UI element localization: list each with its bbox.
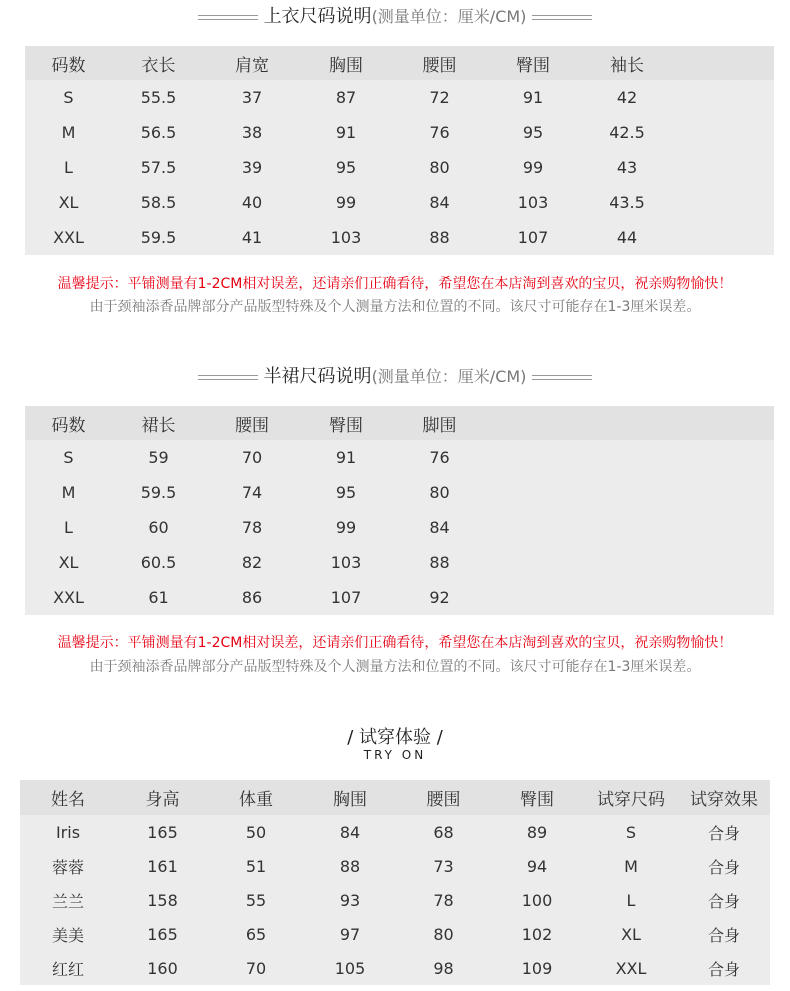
header-cell: 码数 <box>25 406 112 440</box>
cell: 合身 <box>678 883 770 917</box>
cell: 84 <box>393 185 486 220</box>
cell: 92 <box>393 580 486 615</box>
cell: 105 <box>303 951 397 985</box>
table-row <box>20 951 770 985</box>
cell: 160 <box>116 951 209 985</box>
cell: 91 <box>486 80 580 115</box>
cell: 88 <box>393 220 486 255</box>
cell: 80 <box>397 917 490 951</box>
cell: 40 <box>205 185 299 220</box>
title-divider-left <box>198 375 258 380</box>
cell: 59.5 <box>112 475 205 510</box>
cell: XL <box>25 185 112 220</box>
table-row <box>25 440 774 475</box>
cell: 94 <box>490 849 584 883</box>
cell: 55 <box>209 883 303 917</box>
header-cell: 试穿效果 <box>678 780 770 815</box>
cell: M <box>25 115 112 150</box>
header-cell: 脚围 <box>393 406 486 440</box>
cell: 41 <box>205 220 299 255</box>
table-row <box>25 150 774 185</box>
header-cell-empty <box>486 406 774 440</box>
skirt-size-table <box>25 406 774 615</box>
top-unit-text: (测量单位：厘米/CM) <box>371 7 527 26</box>
header-cell: 体重 <box>209 780 303 815</box>
table-row <box>25 475 774 510</box>
cell: 43 <box>580 150 674 185</box>
cell: 65 <box>209 917 303 951</box>
cell-empty <box>486 440 774 475</box>
cell: 78 <box>397 883 490 917</box>
table-header-row <box>20 780 770 815</box>
cell-empty <box>674 80 774 115</box>
cell: 美美 <box>20 917 116 951</box>
table-row <box>25 115 774 150</box>
cell: 80 <box>393 475 486 510</box>
cell: 61 <box>112 580 205 615</box>
cell: 合身 <box>678 917 770 951</box>
header-cell: 码数 <box>25 46 112 80</box>
cell: 107 <box>486 220 580 255</box>
cell: 38 <box>205 115 299 150</box>
cell-empty <box>486 510 774 545</box>
cell: 91 <box>299 440 393 475</box>
cell: 57.5 <box>112 150 205 185</box>
cell-empty <box>674 150 774 185</box>
cell: 60 <box>112 510 205 545</box>
header-cell: 胸围 <box>303 780 397 815</box>
cell: 74 <box>205 475 299 510</box>
cell: 70 <box>209 951 303 985</box>
header-cell: 臀围 <box>490 780 584 815</box>
header-cell: 臀围 <box>486 46 580 80</box>
table-row <box>25 220 774 255</box>
cell: 91 <box>299 115 393 150</box>
cell: 109 <box>490 951 584 985</box>
header-cell: 裙长 <box>112 406 205 440</box>
cell: 39 <box>205 150 299 185</box>
cell: 60.5 <box>112 545 205 580</box>
top-size-title <box>0 5 790 29</box>
cell: XL <box>584 917 678 951</box>
cell: 蓉蓉 <box>20 849 116 883</box>
table-row <box>20 849 770 883</box>
header-cell: 腰围 <box>397 780 490 815</box>
cell-empty <box>674 115 774 150</box>
tryon-title: / 试穿体验 / <box>347 727 443 748</box>
header-cell: 腰围 <box>393 46 486 80</box>
header-cell: 身高 <box>116 780 209 815</box>
cell: 58.5 <box>112 185 205 220</box>
cell: 59 <box>112 440 205 475</box>
table-row <box>25 185 774 220</box>
cell: 165 <box>116 815 209 849</box>
header-cell: 姓名 <box>20 780 116 815</box>
skirt-warm-tip: 温馨提示：平铺测量有1-2CM相对误差，还请亲们正确看待，希望您在本店淘到喜欢的宝贝，祝亲购物愉快！ <box>57 635 733 651</box>
title-divider-right <box>532 375 592 380</box>
cell: L <box>584 883 678 917</box>
cell: 合身 <box>678 849 770 883</box>
cell-empty <box>486 545 774 580</box>
cell: 103 <box>299 545 393 580</box>
skirt-size-title <box>0 365 790 389</box>
cell: 98 <box>397 951 490 985</box>
skirt-error-note: 由于颈袖添香品牌部分产品版型特殊及个人测量方法和位置的不同。该尺寸可能存在1-3厘米误差。 <box>89 659 701 675</box>
table-header-row <box>25 406 774 440</box>
cell: 37 <box>205 80 299 115</box>
cell: 51 <box>209 849 303 883</box>
cell-empty <box>486 475 774 510</box>
cell: L <box>25 510 112 545</box>
cell: 158 <box>116 883 209 917</box>
cell: XXL <box>584 951 678 985</box>
title-divider-right <box>532 15 592 20</box>
cell-empty <box>486 580 774 615</box>
cell: 合身 <box>678 815 770 849</box>
cell: 55.5 <box>112 80 205 115</box>
cell: 107 <box>299 580 393 615</box>
cell: 87 <box>299 80 393 115</box>
cell: S <box>25 440 112 475</box>
header-cell: 臀围 <box>299 406 393 440</box>
cell: 88 <box>303 849 397 883</box>
cell: 95 <box>299 150 393 185</box>
header-cell-empty <box>674 46 774 80</box>
cell: M <box>584 849 678 883</box>
cell-empty <box>674 185 774 220</box>
table-row <box>20 917 770 951</box>
cell: 103 <box>486 185 580 220</box>
table-row <box>20 815 770 849</box>
cell: 红红 <box>20 951 116 985</box>
table-row <box>25 510 774 545</box>
cell: 99 <box>299 185 393 220</box>
cell: 165 <box>116 917 209 951</box>
cell: 73 <box>397 849 490 883</box>
tryon-table <box>20 780 770 985</box>
cell: 161 <box>116 849 209 883</box>
cell: L <box>25 150 112 185</box>
skirt-unit-text: (测量单位：厘米/CM) <box>371 367 527 386</box>
cell: 59.5 <box>112 220 205 255</box>
cell: 93 <box>303 883 397 917</box>
header-cell: 胸围 <box>299 46 393 80</box>
cell-empty <box>674 220 774 255</box>
cell: 86 <box>205 580 299 615</box>
top-title-text: 上衣尺码说明 <box>263 6 372 27</box>
cell: 76 <box>393 115 486 150</box>
cell: 68 <box>397 815 490 849</box>
cell: M <box>25 475 112 510</box>
top-size-table <box>25 46 774 255</box>
cell: S <box>584 815 678 849</box>
cell: 89 <box>490 815 584 849</box>
cell: 97 <box>303 917 397 951</box>
table-row <box>25 580 774 615</box>
tryon-subtitle: TRY ON <box>363 748 427 762</box>
cell: 84 <box>393 510 486 545</box>
header-cell: 试穿尺码 <box>584 780 678 815</box>
cell: 84 <box>303 815 397 849</box>
cell: 100 <box>490 883 584 917</box>
cell: 42 <box>580 80 674 115</box>
cell: 102 <box>490 917 584 951</box>
cell: 44 <box>580 220 674 255</box>
header-cell: 肩宽 <box>205 46 299 80</box>
cell: 56.5 <box>112 115 205 150</box>
cell: 合身 <box>678 951 770 985</box>
cell: 95 <box>486 115 580 150</box>
cell: 99 <box>299 510 393 545</box>
cell: 95 <box>299 475 393 510</box>
cell: 72 <box>393 80 486 115</box>
header-cell: 腰围 <box>205 406 299 440</box>
cell: 76 <box>393 440 486 475</box>
header-cell: 衣长 <box>112 46 205 80</box>
cell: XXL <box>25 580 112 615</box>
title-divider-left <box>198 15 258 20</box>
header-cell: 袖长 <box>580 46 674 80</box>
cell: 70 <box>205 440 299 475</box>
table-row <box>20 883 770 917</box>
cell: 80 <box>393 150 486 185</box>
cell: 42.5 <box>580 115 674 150</box>
cell: XXL <box>25 220 112 255</box>
cell: 兰兰 <box>20 883 116 917</box>
cell: 43.5 <box>580 185 674 220</box>
cell: 78 <box>205 510 299 545</box>
cell: S <box>25 80 112 115</box>
cell: 99 <box>486 150 580 185</box>
skirt-title-text: 半裙尺码说明 <box>263 366 372 387</box>
table-row <box>25 545 774 580</box>
cell: Iris <box>20 815 116 849</box>
table-header-row <box>25 46 774 80</box>
cell: 82 <box>205 545 299 580</box>
cell: XL <box>25 545 112 580</box>
table-row <box>25 80 774 115</box>
cell: 88 <box>393 545 486 580</box>
cell: 50 <box>209 815 303 849</box>
top-error-note: 由于颈袖添香品牌部分产品版型特殊及个人测量方法和位置的不同。该尺寸可能存在1-3厘米误差。 <box>89 299 701 315</box>
top-warm-tip: 温馨提示：平铺测量有1-2CM相对误差，还请亲们正确看待，希望您在本店淘到喜欢的宝贝，祝亲购物愉快！ <box>57 276 733 292</box>
cell: 103 <box>299 220 393 255</box>
